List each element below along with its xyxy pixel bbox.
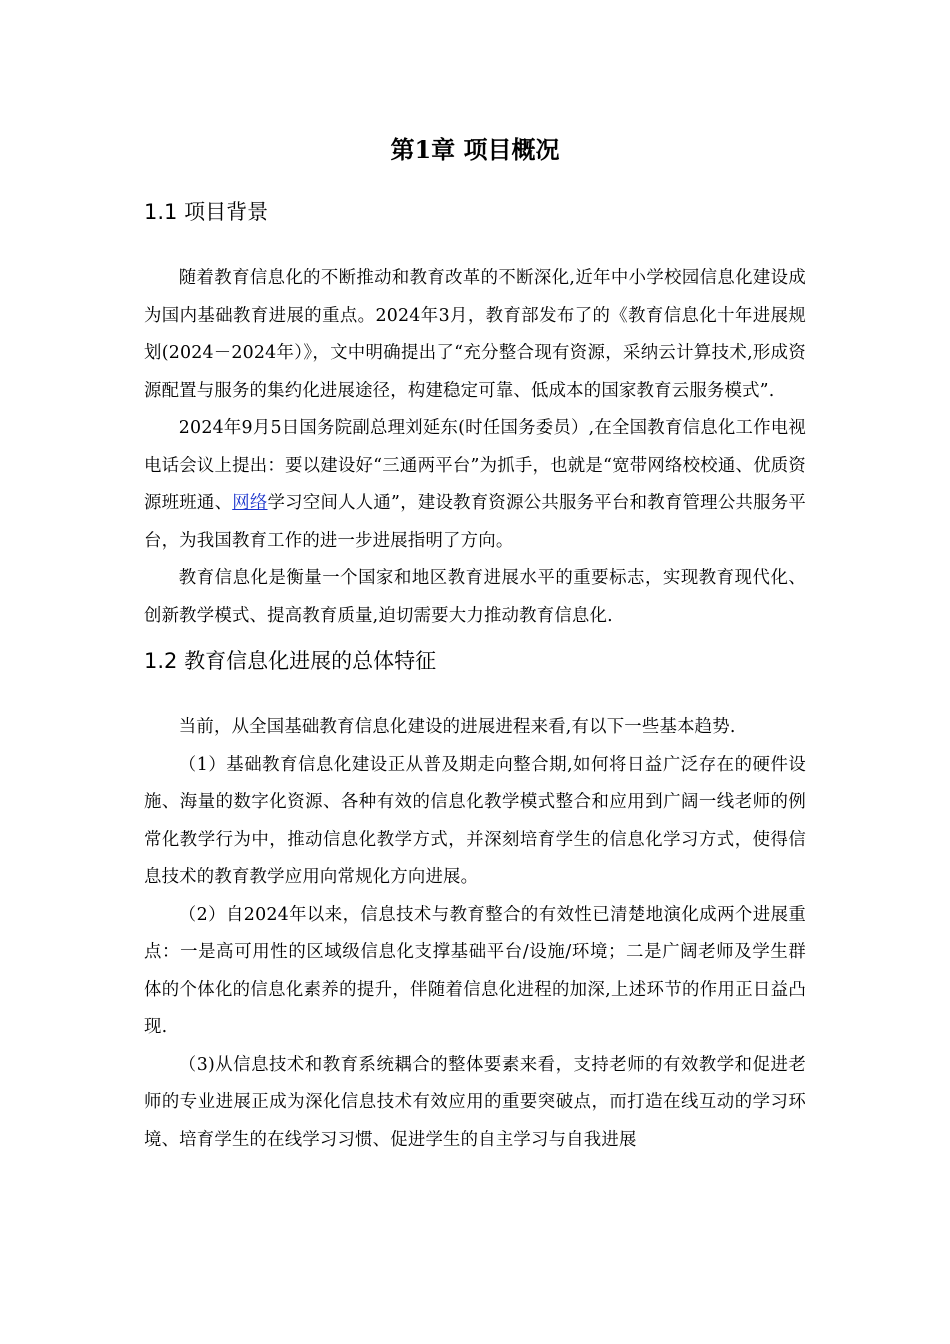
chapter-title: 第1章 项目概况	[390, 135, 560, 164]
network-link[interactable]: 网络	[232, 493, 268, 513]
section-heading-1-2: 1.2 教育信息化进展的总体特征	[144, 649, 437, 673]
paragraph-with-link	[144, 410, 806, 560]
paragraph: （1）基础教育信息化建设正从普及期走向整合期,如何将日益广泛存在的硬件设施、海量的数字化资源、各种有效的信息化教学模式整合和应用到广阔一线老师的例常化教学行为中，推动信息化教学方式，并深刻培育学生的信息化学习方式，使得信息技术的教育教学应用向常规化方向进展。	[144, 754, 806, 887]
section-heading-1-1: 1.1 项目背景	[144, 200, 269, 224]
paragraph-text: 学习空间人人通”，建设教育资源公共服务平台和教育管理公共服务平台，为我国教育工作的进一步进展指明了方向。	[144, 493, 806, 551]
paragraph: （2）自2024年以来，信息技术与教育整合的有效性已清楚地演化成两个进展重点：一是高可用性的区域级信息化支撑基础平台/设施/环境；二是广阔老师及学生群体的个体化的信息化素养的提升，伴随着信息化进程的加深,上述环节的作用正日益凸现.	[144, 904, 806, 1037]
paragraph: 当前，从全国基础教育信息化建设的进展进程来看,有以下一些基本趋势.	[178, 717, 736, 737]
section-gap	[144, 635, 806, 643]
paragraph: 教育信息化是衡量一个国家和地区教育进展水平的重要标志，实现教育现代化、创新教学模式、提高教育质量,迫切需要大力推动教育信息化.	[144, 568, 806, 626]
paragraph: （3)从信息技术和教育系统耦合的整体要素来看，支持老师的有效教学和促进老师的专业进展正成为深化信息技术有效应用的重要突破点，而打造在线互动的学习环境、培育学生的在线学习习惯、促进学生的自主学习与自我进展	[144, 1054, 806, 1150]
paragraph-text: 2024年9月5日国务院副总理刘延东(时任国务委员）,在全国教育信息化工作电视电话会议上提出：要以建设好“三通两平台”为抓手，也就是“宽带网络校校通、优质资源班班通、	[144, 418, 806, 513]
paragraph: 随着教育信息化的不断推动和教育改革的不断深化,近年中小学校园信息化建设成为国内基础教育进展的重点。2024年3月，教育部发布了的《教育信息化十年进展规划(2024－2024年）》，文中明确提出了“充分整合现有资源，采纳云计算技术,形成资源配置与服务的集约化进展途径，构建稳定可靠、低成本的国家教育云服务模式”.	[144, 268, 806, 401]
